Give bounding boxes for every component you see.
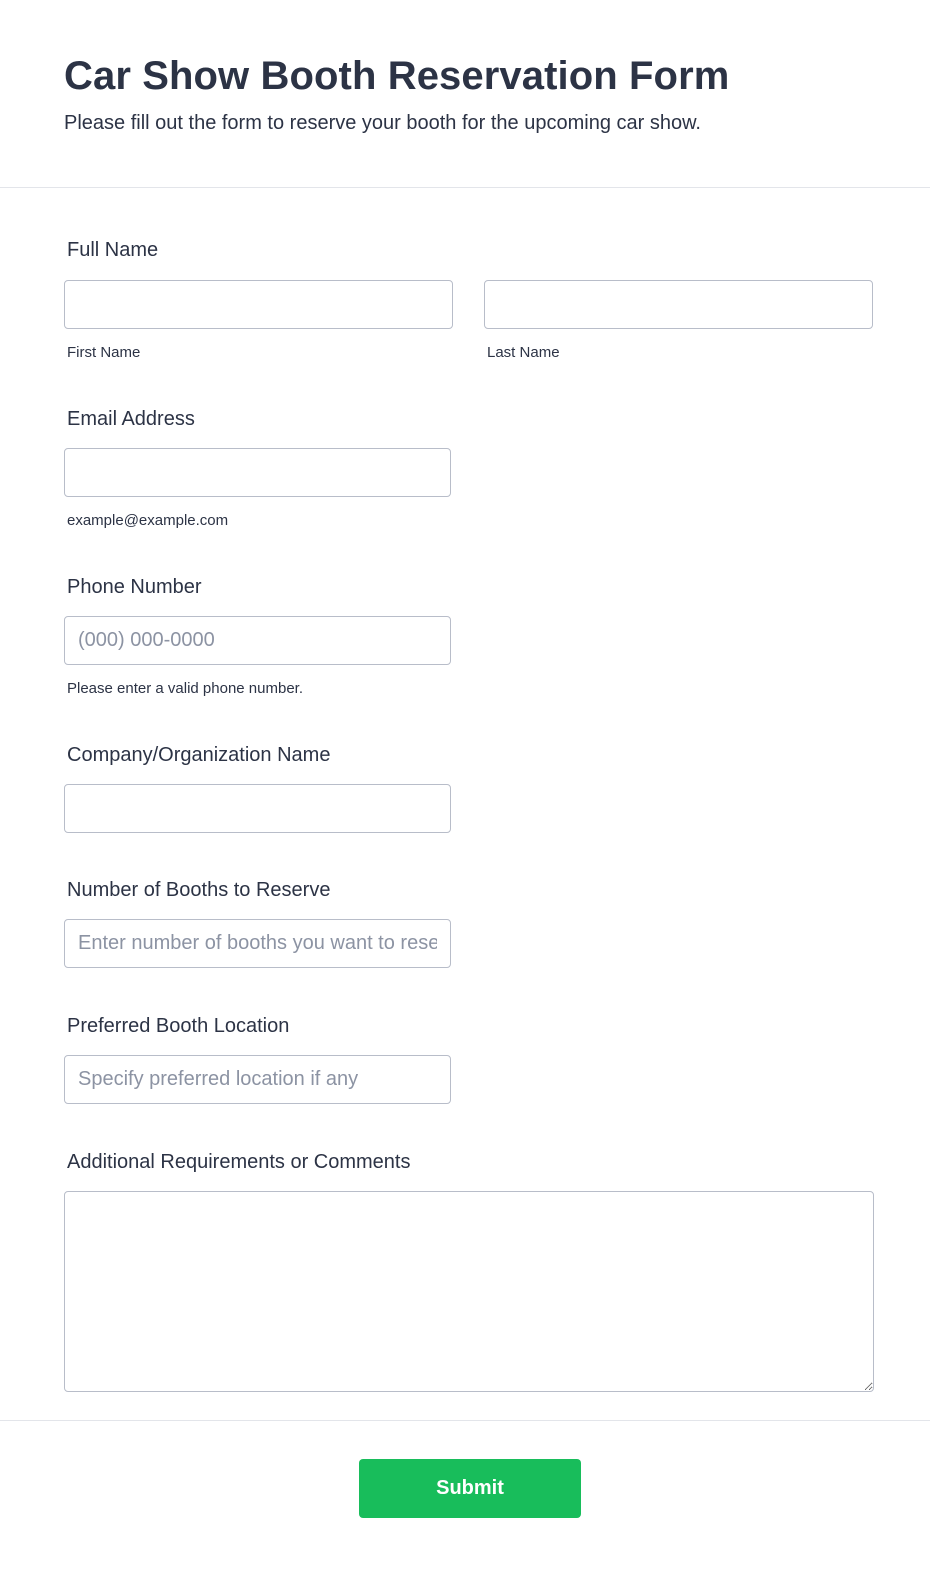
page-title: Car Show Booth Reservation Form [64, 54, 730, 98]
comments-field [64, 1150, 874, 1392]
full-name-label: Full Name [67, 239, 159, 261]
phone-label: Phone Number [67, 576, 202, 598]
email-input[interactable] [64, 448, 451, 497]
form-header [0, 0, 930, 188]
location-label: Preferred Booth Location [67, 1015, 290, 1037]
booths-input[interactable] [64, 919, 451, 968]
phone-input[interactable] [64, 616, 451, 665]
email-sublabel: example@example.com [67, 512, 229, 529]
last-name-input[interactable] [484, 280, 873, 329]
booths-label: Number of Booths to Reserve [67, 879, 331, 901]
phone-field [64, 575, 451, 698]
booths-field [64, 878, 451, 968]
submit-button[interactable]: Submit [359, 1459, 581, 1518]
first-name-sublabel: First Name [67, 344, 141, 361]
first-name-input[interactable] [64, 280, 453, 329]
location-field [64, 1014, 451, 1104]
full-name-field [64, 238, 873, 362]
last-name-sublabel: Last Name [487, 344, 560, 361]
email-field [64, 407, 451, 530]
comments-label: Additional Requirements or Comments [67, 1151, 411, 1173]
company-field [64, 743, 451, 833]
phone-sublabel: Please enter a valid phone number. [67, 680, 303, 697]
page-subtitle: Please fill out the form to reserve your booth for the upcoming car show. [64, 112, 701, 134]
location-input[interactable] [64, 1055, 451, 1104]
comments-textarea[interactable] [64, 1191, 874, 1392]
email-label: Email Address [67, 408, 195, 430]
footer-divider [0, 1420, 930, 1421]
company-input[interactable] [64, 784, 451, 833]
company-label: Company/Organization Name [67, 744, 331, 766]
